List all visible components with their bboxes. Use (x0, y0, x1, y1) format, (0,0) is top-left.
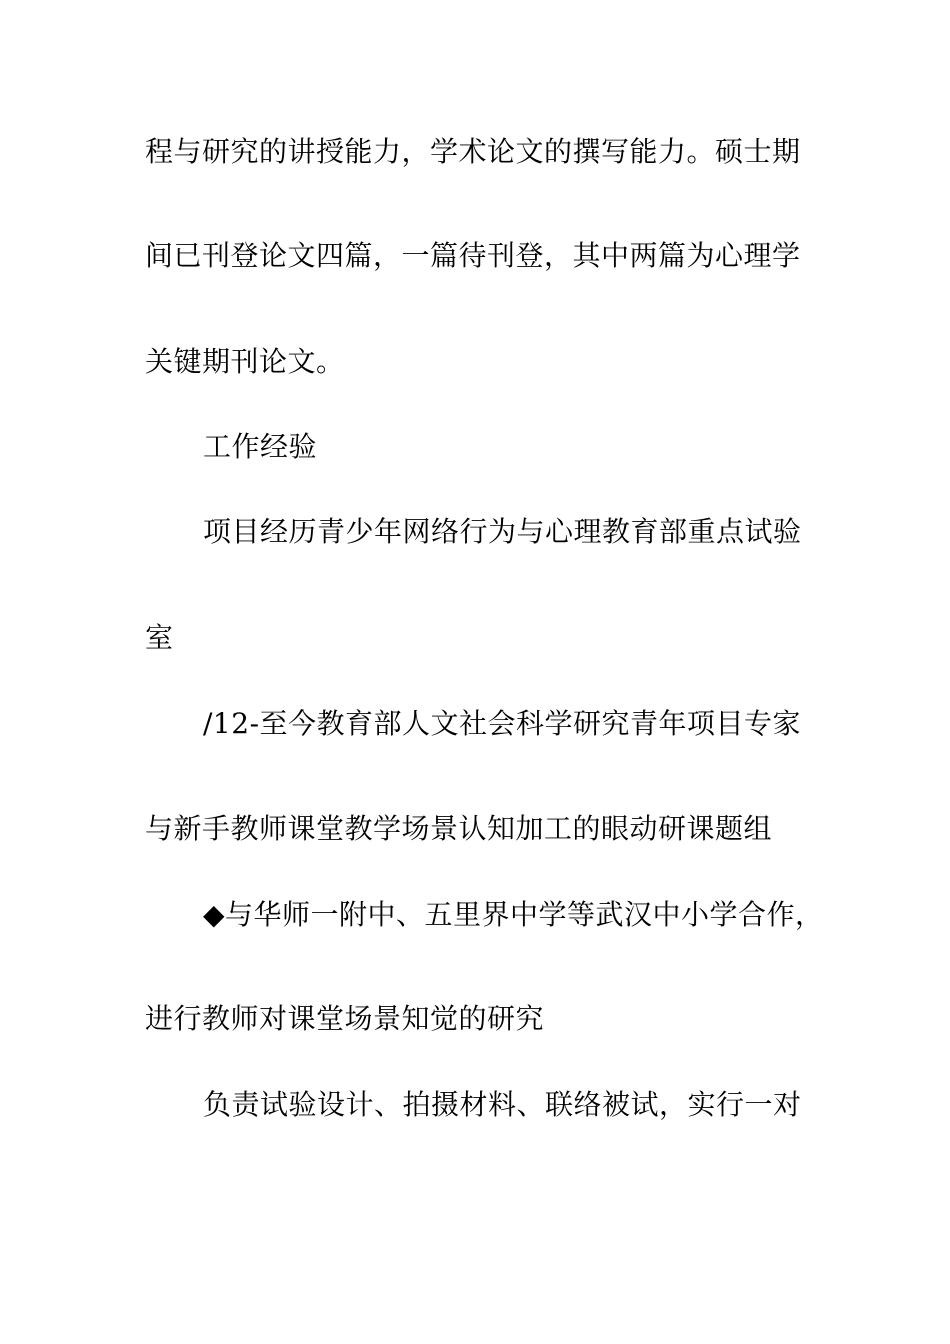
body-text-line: 室 (145, 621, 174, 654)
section-heading: 工作经验 (203, 430, 318, 463)
body-text-line: 关键期刊论文。 (145, 345, 345, 378)
body-text-line: 项目经历青少年网络行为与心理教育部重点试验 (203, 515, 802, 548)
body-text-line: 间已刊登论文四篇，一篇待刊登，其中两篇为心理学 (145, 239, 801, 272)
bullet-text-line: ◆与华师一附中、五里界中学等武汉中小学合作， (203, 898, 824, 931)
body-text-line: 程与研究的讲授能力，学术论文的撰写能力。硕士期 (145, 135, 801, 168)
body-text-line: 与新手教师课堂教学场景认知加工的眼动研课题组 (145, 812, 773, 845)
body-text-line: /12-至今教育部人文社会科学研究青年项目专家 (203, 707, 802, 740)
body-text-line: 负责试验设计、拍摄材料、联络被试，实行一对 (203, 1088, 802, 1121)
body-text-line: 进行教师对课堂场景知觉的研究 (145, 1002, 545, 1035)
